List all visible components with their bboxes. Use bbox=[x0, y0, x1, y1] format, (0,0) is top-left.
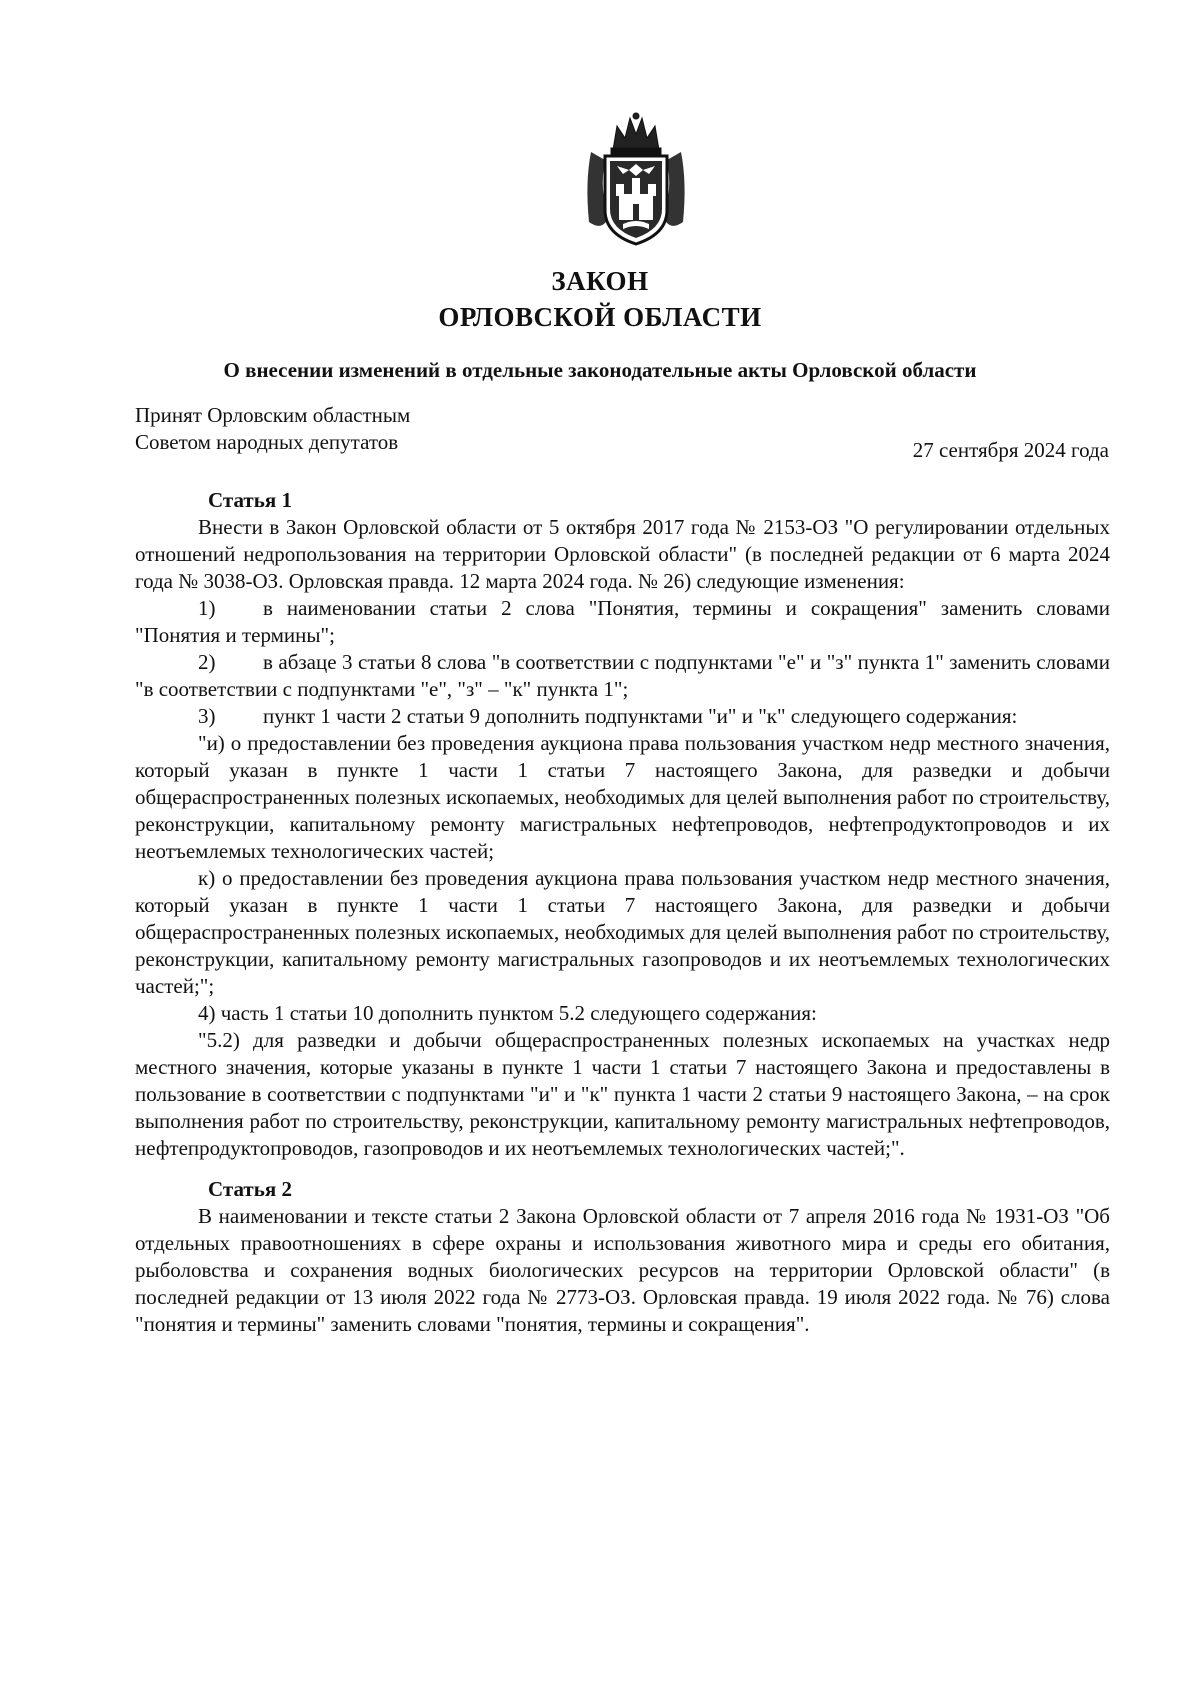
item2-text: в абзаце 3 статьи 8 слова "в соответствии с подпунктами "е" и "з" пункта 1" заменить словами "в соответствии с подпунктами "е", "з" – "к" пункта 1"; bbox=[135, 650, 1110, 701]
article2-heading: Статья 2 bbox=[208, 1177, 292, 1201]
adoption-block bbox=[135, 402, 410, 456]
law-title-line1: ЗАКОН bbox=[551, 266, 649, 296]
adoption-line2: Советом народных депутатов bbox=[135, 430, 399, 454]
article1-quote-i: "и) о предоставлении без проведения аукциона права пользования участком недр местного значения, который указан в пункте 1 части 1 статьи 7 настоящего Закона, для разведки и добычи общераспространенных полезных ископаемых, необходимых для целей выполнения работ по строительству, реконструкции, капитальному ремонту магистральных нефтепроводов, нефтепродуктопроводов и их неотъемлемых технологических частей; bbox=[135, 731, 1110, 863]
item2-number: 2) bbox=[198, 650, 216, 674]
item1-number: 1) bbox=[198, 596, 216, 620]
section-spacer bbox=[135, 1162, 1110, 1176]
article2-text: В наименовании и тексте статьи 2 Закона Орловской области от 7 апреля 2016 года № 1931-ОЗ "Об отдельных правоотношениях в сфере охраны и использования животного мира и среды его обитания, рыболовства и сохранения водных биологических ресурсов на территории Орловской области" (в последней редакции от 13 июля 2022 года № 2773-ОЗ. Орловская правда. 19 июля 2022 года. № 76) слова "понятия и термины" заменить словами "понятия, термины и сокращения". bbox=[135, 1204, 1110, 1336]
adoption-date: 27 сентября 2024 года bbox=[912, 438, 1109, 462]
law-body bbox=[135, 487, 1110, 1338]
coat-of-arms-emblem bbox=[583, 112, 689, 248]
article1-item1 bbox=[135, 595, 1110, 649]
article1-heading: Статья 1 bbox=[208, 488, 292, 512]
article1-item4: 4) часть 1 статьи 10 дополнить пунктом 5.2 следующего содержания: bbox=[198, 1001, 817, 1025]
adoption-line1: Принят Орловским областным bbox=[135, 403, 411, 427]
item3-number: 3) bbox=[198, 704, 216, 728]
fortress-icon bbox=[616, 178, 656, 220]
law-title-line2: ОРЛОВСКОЙ ОБЛАСТИ bbox=[438, 302, 762, 332]
article1-intro: Внести в Закон Орловской области от 5 октября 2017 года № 2153-ОЗ "О регулировании отдельных отношений недропользования на территории Орловской области" (в последней редакции от 6 марта 2024 года № 3038-ОЗ. Орловская правда. 12 марта 2024 года. № 26) следующие изменения: bbox=[135, 515, 1110, 593]
crown-icon bbox=[611, 113, 661, 154]
article1-item3 bbox=[135, 703, 1110, 730]
law-subtitle: О внесении изменений в отдельные законодательные акты Орловской области bbox=[223, 358, 977, 382]
item3-text: пункт 1 части 2 статьи 9 дополнить подпунктами "и" и "к" следующего содержания: bbox=[263, 704, 1018, 728]
article1-quote-5-2: "5.2) для разведки и добычи общераспространенных полезных ископаемых на участках недр местного значения, которые указаны в пункте 1 части 1 статьи 7 настоящего Закона и предоставлены в пользование в соответствии с подпунктами "и" и "к" пункта 1 части 2 статьи 9 настоящего Закона, – на срок выполнения работ по строительству, реконструкции, капитальному ремонту магистральных нефтепроводов, нефтепродуктопроводов, газопроводов и их неотъемлемых технологических частей;". bbox=[135, 1028, 1110, 1160]
article1-quote-k: к) о предоставлении без проведения аукциона права пользования участком недр местного значения, который указан в пункте 1 части 1 статьи 7 настоящего Закона, для разведки и добычи общераспространенных полезных ископаемых, необходимых для целей выполнения работ по строительству, реконструкции, капитальному ремонту магистральных газопроводов и их неотъемлемых технологических частей;"; bbox=[135, 866, 1110, 998]
item1-text: в наименовании статьи 2 слова "Понятия, термины и сокращения" заменить словами "Понятия и термины"; bbox=[135, 596, 1110, 647]
article1-item2 bbox=[135, 649, 1110, 703]
